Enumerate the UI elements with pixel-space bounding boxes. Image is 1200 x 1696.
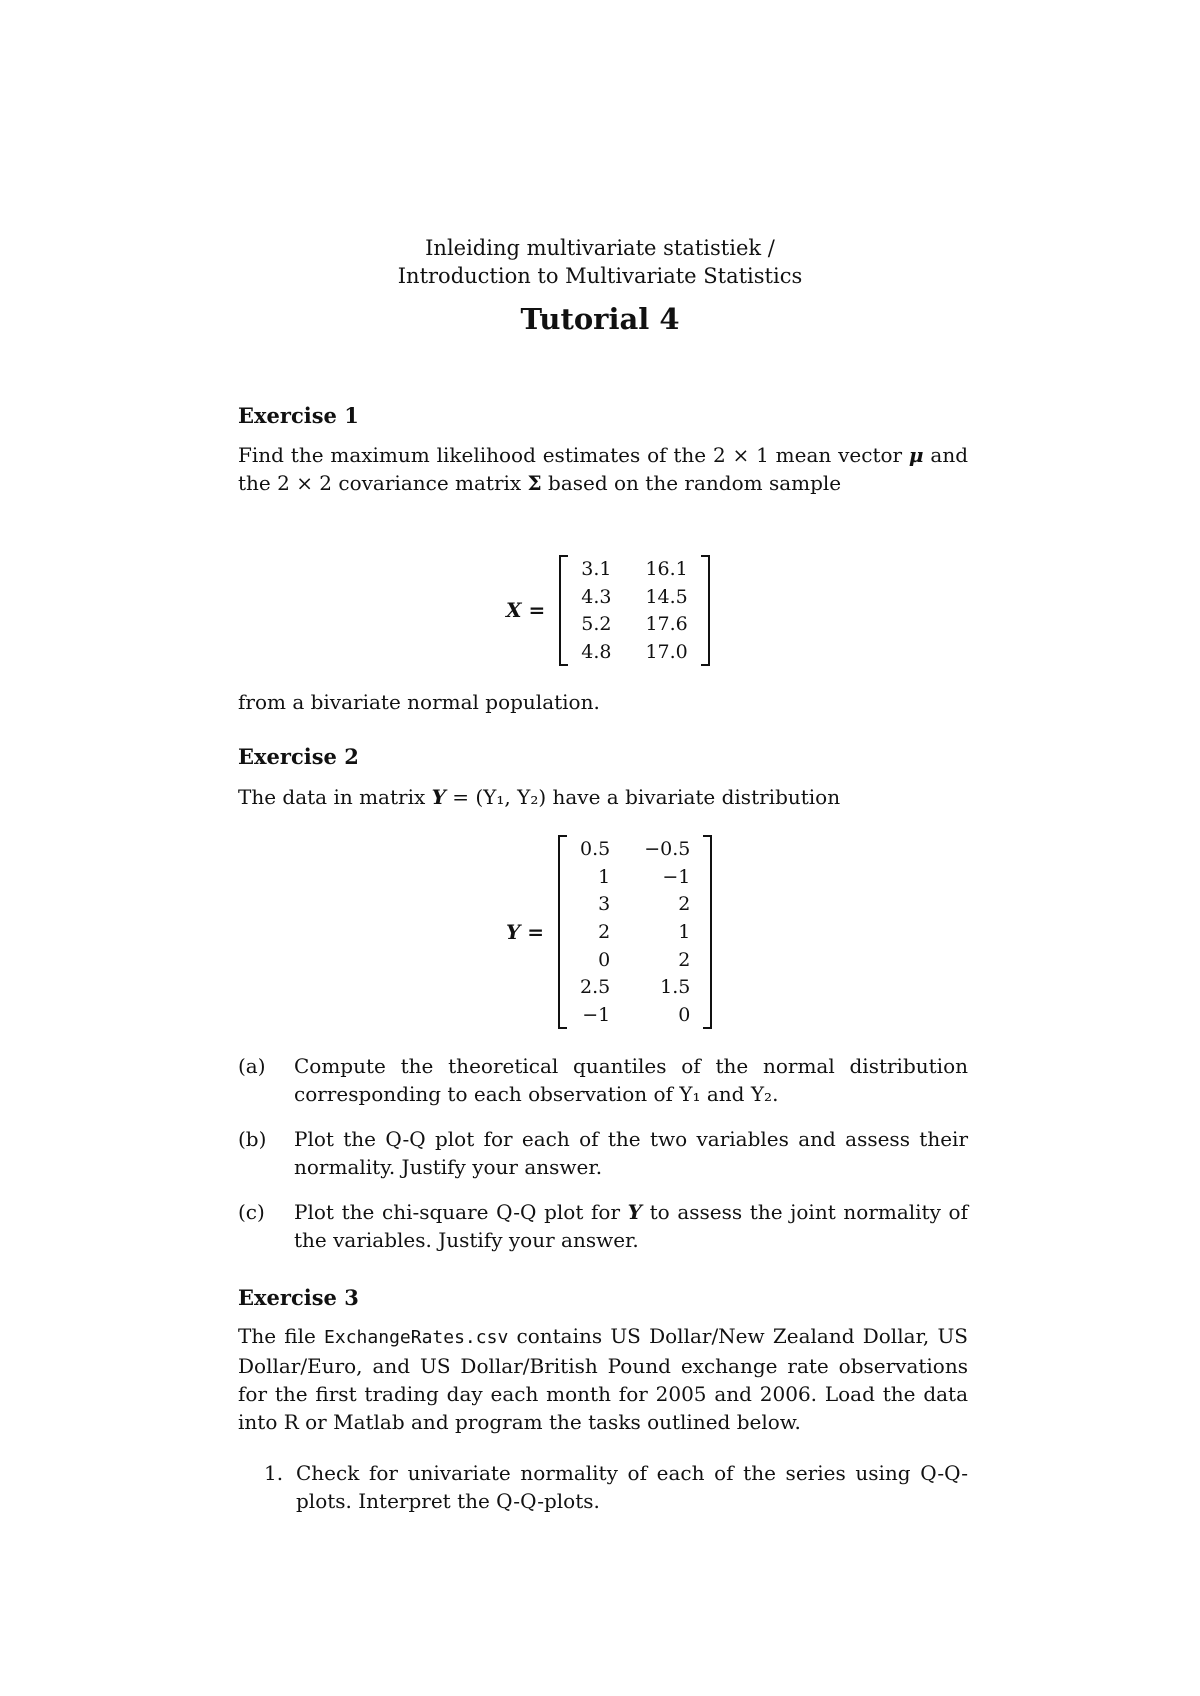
exercise-3-text: [238, 1322, 968, 1436]
exercise-1-heading: Exercise 1: [238, 403, 359, 428]
course-title-english: Introduction to Multivariate Statistics: [397, 264, 803, 288]
matrix-x-cell: 14.5: [645, 585, 688, 608]
item-label: (a): [238, 1054, 266, 1078]
exercise-1-text-part: based on the random sample: [541, 471, 842, 495]
exercise-1-text: [238, 441, 968, 497]
exercise-2-intro: [238, 783, 968, 811]
matrix-x-table: [573, 555, 696, 666]
matrix-y-row: [572, 973, 698, 1001]
matrix-x-cell: 17.0: [645, 640, 688, 663]
matrix-y-cell: 2: [598, 920, 611, 943]
matrix-x-cell: 4.3: [581, 585, 612, 608]
matrix-y-cell: 1.5: [660, 976, 691, 999]
matrix-x-cell: 5.2: [581, 613, 612, 636]
item-text: Plot the Q-Q plot for each of the two variables and assess their normality. Justify your answer.: [294, 1127, 968, 1179]
item-text: [294, 1198, 968, 1254]
matrix-x-cell: 16.1: [645, 557, 688, 580]
sigma-symbol: Σ: [527, 471, 542, 495]
y-symbol: Y: [431, 785, 446, 809]
tutorial-title: Tutorial 4: [520, 302, 680, 336]
matrix-y-row: [572, 946, 698, 974]
matrix-y-cell: 2.5: [580, 976, 611, 999]
matrix-x-cell: 4.8: [581, 640, 612, 663]
matrix-x-row: [573, 583, 696, 611]
exercise-3-text-part: contains US Dollar/New Zealand Dollar, US Dollar/Euro, and US Dollar/British Pound exchange rate observations for the first trading day each month for 2005 and 2006. Load the data into R or Matlab and program the tasks outlined below.: [238, 1324, 968, 1434]
exercise-1-text-part: Find the maximum likelihood estimates of the 2 × 1 mean vector: [238, 443, 909, 467]
matrix-y-cell: −1: [662, 865, 691, 888]
matrix-y-cell: 2: [678, 893, 691, 916]
exercise-2-intro-part: The data in matrix: [238, 785, 432, 809]
item-label: (b): [238, 1127, 267, 1151]
matrix-y-cell: 0.5: [580, 837, 611, 860]
course-title-dutch: Inleiding multivariate statistiek /: [425, 236, 775, 260]
matrix-y-cell: 0: [678, 1003, 691, 1026]
matrix-x-row: [573, 610, 696, 638]
matrix-x-row: [573, 555, 696, 583]
matrix-y-cell: −1: [582, 1003, 611, 1026]
matrix-y-cell: 0: [598, 948, 611, 971]
matrix-y-cell: 2: [678, 948, 691, 971]
item-text: Compute the theoretical quantiles of the normal distribution corresponding to each observation of Y₁ and Y₂.: [294, 1054, 968, 1106]
exercise-2-intro-part: = (Y₁, Y₂) have a bivariate distribution: [445, 785, 841, 809]
exercise-1-after: from a bivariate normal population.: [238, 690, 600, 714]
item-label: 1.: [264, 1461, 284, 1485]
item-text-part: to assess the joint normality of the variables. Justify your answer.: [294, 1200, 968, 1252]
matrix-y-cell: 1: [598, 865, 611, 888]
matrix-x-row: [573, 638, 696, 666]
matrix-y-row: [572, 863, 698, 891]
matrix-y-row: [572, 1001, 698, 1029]
exercise-2-heading: Exercise 2: [238, 744, 359, 769]
matrix-y-cell: 3: [598, 893, 611, 916]
exercise-3-heading: Exercise 3: [238, 1285, 359, 1310]
exercise-1-text-part: and the 2 × 2 covariance matrix: [238, 443, 969, 495]
matrix-x-cell: 17.6: [645, 613, 688, 636]
item-text-part: Plot the chi-square Q-Q plot for: [294, 1200, 628, 1224]
matrix-y-brackets: [558, 835, 712, 1029]
matrix-y-cell: 1: [678, 920, 691, 943]
item-label: (c): [238, 1200, 265, 1224]
y-symbol: Y: [627, 1200, 642, 1224]
matrix-x-cell: 3.1: [581, 557, 612, 580]
filename: ExchangeRates.csv: [324, 1327, 509, 1348]
matrix-y-label: Y =: [506, 919, 544, 944]
matrix-y-row: [572, 835, 698, 863]
exercise-3-text-part: The file: [238, 1324, 325, 1348]
matrix-x: [506, 555, 710, 666]
matrix-x-label: X =: [506, 598, 546, 623]
matrix-y: [506, 835, 712, 1029]
matrix-y-row: [572, 918, 698, 946]
matrix-y-row: [572, 890, 698, 918]
matrix-y-table: [572, 835, 698, 1029]
matrix-x-brackets: [559, 555, 710, 666]
item-text: Check for univariate normality of each of the series using Q-Q-plots. Interpret the Q-Q-plots.: [296, 1461, 968, 1513]
matrix-y-cell: −0.5: [644, 837, 691, 860]
mu-symbol: μ: [908, 443, 924, 467]
